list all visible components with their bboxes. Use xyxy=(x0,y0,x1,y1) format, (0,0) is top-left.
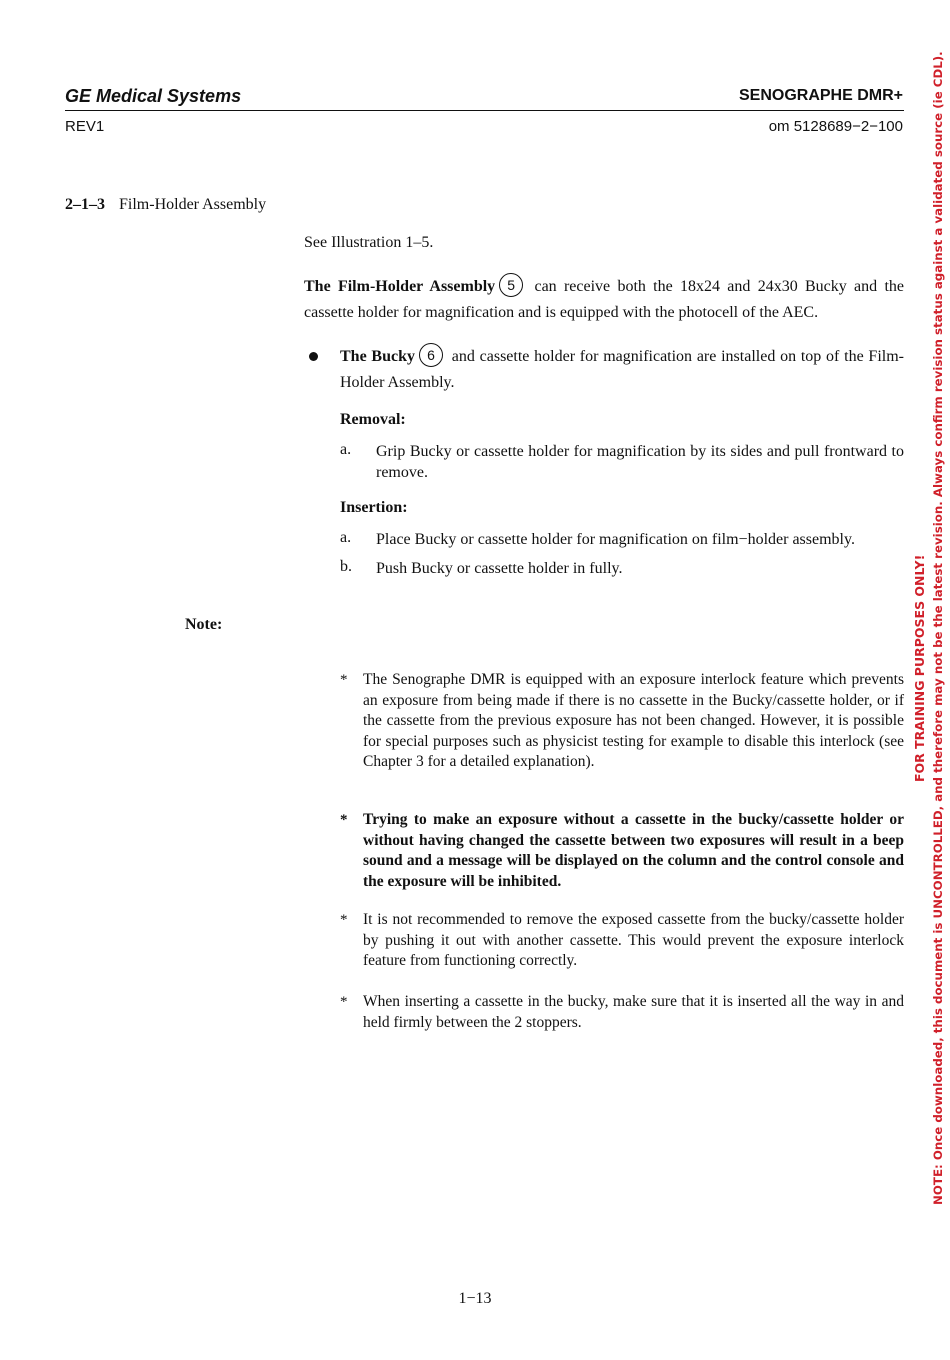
removal-item-label: a. xyxy=(340,441,352,458)
insertion-heading: Insertion: xyxy=(340,499,408,516)
bullet-text: and cassette holder for magnification are installed on top of the Film-Holder Assembly. xyxy=(340,348,904,391)
insertion-item-text: Push Bucky or cassette holder in fully. xyxy=(376,560,623,577)
paragraph-text: can receive both the 18x24 and 24x30 Bucky and the cassette holder for magnification and is equipped with the photocell of the AEC. xyxy=(304,278,905,321)
bullet-icon xyxy=(309,352,318,361)
note-item-text: The Senographe DMR is equipped with an exposure interlock feature which prevents an exposure from being made if there is no cassette in the Bucky/cassette holder, or if the cassette from the previous exposure has not been changed. However, it is possible for special purposes such as physicist testing for example to disable this interlock (see Chapter 3 for a detailed explanation). xyxy=(363,671,904,770)
note-item-text: Trying to make an exposure without a cassette in the bucky/cassette holder or without having changed the cassette between two exposures will result in a beep sound and a message will be displayed on the column and the control console and the exposure will be inhibited. xyxy=(363,811,904,890)
removal-item-text: Grip Bucky or cassette holder for magnification by its sides and pull frontward to remove. xyxy=(376,443,904,481)
header-revision: REV1 xyxy=(65,118,105,135)
insertion-item-label: b. xyxy=(340,558,352,575)
note-item-text: When inserting a cassette in the bucky, make sure that it is inserted all the way in and held firmly between the 2 stoppers. xyxy=(363,993,904,1031)
header-doc-number: om 5128689−2−100 xyxy=(768,118,903,135)
paragraph-film-holder xyxy=(304,274,904,326)
insertion-item-label: a. xyxy=(340,529,352,546)
page-number: 1−13 xyxy=(458,1290,492,1307)
insertion-item-text: Place Bucky or cassette holder for magnification on film−holder assembly. xyxy=(376,531,855,548)
bullet-bold-lead: The Bucky xyxy=(340,348,416,365)
section-title: Film-Holder Assembly xyxy=(119,196,267,213)
bullet-bucky xyxy=(340,344,904,396)
header-rule xyxy=(65,110,904,111)
section-number: 2–1–3 xyxy=(65,196,105,213)
header-company: GE Medical Systems xyxy=(65,86,242,106)
note-marker: * xyxy=(340,672,348,688)
note-marker: * xyxy=(340,994,348,1010)
callout-badge-5: 5 xyxy=(499,273,523,297)
header-product: SENOGRAPHE DMR+ xyxy=(738,87,903,104)
paragraph-bold-lead: The Film-Holder Assembly xyxy=(304,278,496,295)
note-item-text: It is not recommended to remove the exposed cassette from the bucky/cassette holder by pushing it out with another cassette. This would prevent the exposure interlock feature from functioning correctly. xyxy=(363,911,904,969)
see-illustration: See Illustration 1–5. xyxy=(304,234,434,251)
note-label: Note: xyxy=(185,616,223,633)
callout-badge-6: 6 xyxy=(419,343,443,367)
note-marker: * xyxy=(340,812,348,828)
uncontrolled-watermark: NOTE: Once downloaded, this document is UNCONTROLLED, and therefore may not be the latest revision. Always confirm revision status against a validated source (ie CDL). xyxy=(931,51,945,1205)
removal-heading: Removal: xyxy=(340,411,406,428)
section-heading xyxy=(65,196,266,214)
training-watermark: FOR TRAINING PURPOSES ONLY! xyxy=(912,554,927,782)
note-marker: * xyxy=(340,912,348,928)
